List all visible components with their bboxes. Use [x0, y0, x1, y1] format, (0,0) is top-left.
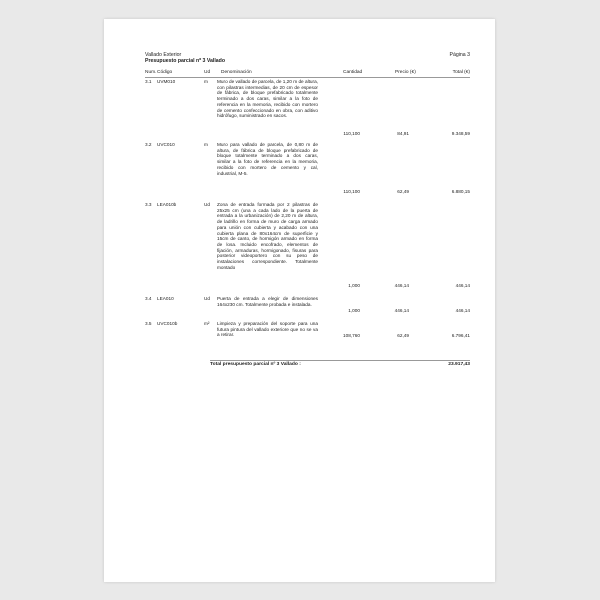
item-quantity: 110,100: [343, 131, 360, 137]
item-code: UVM010: [157, 79, 176, 84]
item-num: 3.3: [145, 202, 152, 207]
item-price: 84,91: [397, 131, 409, 137]
table-row: [145, 142, 470, 195]
col-quantity: Cantidad: [343, 70, 363, 75]
item-code: LEA010: [157, 296, 174, 301]
item-unit: Ud: [204, 296, 210, 301]
item-total: 9.348,59: [451, 131, 470, 137]
table-row: [145, 296, 470, 314]
item-quantity: 1,000: [348, 308, 360, 314]
col-denomination: Denominación: [221, 70, 252, 75]
item-total: 6.796,41: [451, 333, 470, 339]
item-num: 3.5: [145, 321, 152, 326]
budget-table: [145, 79, 470, 339]
item-total: 6.880,15: [451, 189, 470, 195]
budget-total-row: [210, 360, 470, 369]
project-name: Vallado Exterior: [145, 52, 182, 58]
item-description: Muro de vallado de parcela, de 1,20 m de altura, con pilastras intermedias, de 20 cm de espesor de fábrica, de bloque prefabricado totalmente terminado a dos caras, similar a la foto de referencia en la memoria, recibido con mortero de cemento confeccionado en obra, con aditivo hidrófugo, suministrado en sacos.: [217, 79, 318, 119]
item-num: 3.2: [145, 142, 152, 147]
item-description: Zona de entrada formada por 2 pilastras de 25x25 cm (una a cada lado de la puerta de entrada a la urbanización) de 2,20 m de altura, de ladrillo en forma de muro de carga armado para unión con cubierta y acabado con una cubierta plana de 80x164cm de superficie y 15cm de canto, de hormigón armado en forma de losa. Incluido encofrado, elementos de fijación, armaduras, hormigonado, fisuras para posterior videoportero con su peso de instalaciones correspondiente. Totalmente montado: [217, 202, 318, 270]
item-unit: m: [204, 142, 208, 147]
item-num: 3.1: [145, 79, 152, 84]
col-code: Código: [157, 70, 173, 75]
page-header: [145, 52, 225, 64]
item-quantity: 110,100: [343, 189, 360, 195]
item-total: 446,14: [455, 283, 470, 289]
item-quantity: 1,000: [348, 283, 360, 289]
item-description: Muro para vallado de parcela, de 0,80 m de altura, de fábrica de bloque prefabricado de bloque totalmente terminado a dos caras, similar a la foto de referencia en la memoria, recibido con mortero de cemento y cal, industrial, M-5.: [217, 142, 318, 176]
item-num: 3.4: [145, 296, 152, 301]
item-description: Puerta de entrada a elegir de dimensiones 164x230 cm. Totalmente probada e instalada.: [217, 296, 318, 307]
item-price: 446,14: [394, 283, 409, 289]
page-number: Página 3: [449, 52, 470, 58]
col-price: Precio (€): [395, 70, 416, 75]
total-value: 23.917,43: [448, 362, 470, 367]
item-code: UVC010b: [157, 321, 178, 326]
total-label: Total presupuesto parcial nº 3 Vallado :: [210, 362, 301, 367]
item-code: LEA010b: [157, 202, 177, 207]
table-row: [145, 79, 470, 137]
table-header: [145, 69, 470, 78]
item-unit: m²: [204, 321, 210, 326]
item-total: 446,14: [455, 308, 470, 314]
item-price: 62,49: [397, 189, 409, 195]
document-page: [104, 19, 495, 582]
table-row: [145, 202, 470, 289]
table-row: [145, 321, 470, 339]
col-total: Total (€): [452, 70, 470, 75]
item-price: 446,14: [394, 308, 409, 314]
col-num: Num.: [145, 70, 157, 75]
item-quantity: 108,760: [343, 333, 360, 339]
item-code: UVC010: [157, 142, 175, 147]
budget-subtitle: Presupuesto parcial nº 3 Vallado: [145, 58, 226, 64]
item-description: Limpieza y preparación del soporte para una futura pintura del vallado exteriore que no se va a retirar.: [217, 321, 318, 338]
item-unit: Ud: [204, 202, 210, 207]
item-unit: m: [204, 79, 208, 84]
col-unit: Ud: [204, 70, 211, 75]
item-price: 62,49: [397, 333, 409, 339]
